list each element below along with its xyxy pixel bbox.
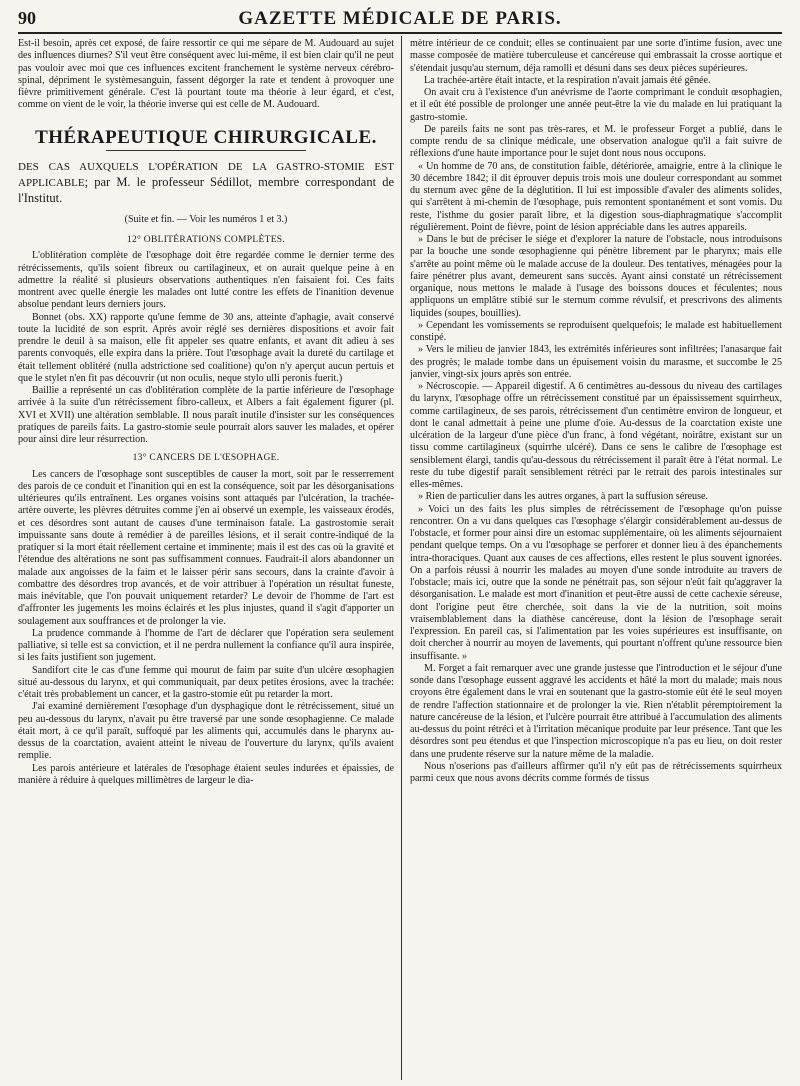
journal-title: GAZETTE MÉDICALE DE PARIS. [238, 8, 562, 29]
left-column [18, 38, 394, 1080]
paragraph: La trachée-artère était intacte, et la respiration n'avait jamais été gênée. [424, 74, 711, 86]
paragraph: Bonnet (obs. XX) rapporte qu'une femme de 30 ans, atteinte d'aphagie, avait conservé toute la lucidité de son esprit. Après avoir réglé ses dernières dispositions et avoir fait prendre le deuil à sa maison, elle fit appeler ses quatre enfants, et avant dit adieu à ses parents convoqués, elle expira dans la prière. Tout l'œsophage avait la dureté du cartilage et était tellement oblitéré (nulla adstrictione sed coalitione) qu'on n'y aperçut aucun pertuis et que le stylet n'en fit pas découvrir (ut non oculis, neque stylo ulli peronis fuerit.) [18, 311, 394, 384]
right-column [410, 38, 782, 1080]
paragraph: J'ai examiné dernièrement l'œsophage d'un dysphagique dont le rétrécissement, situé un peu au-dessous du larynx, n'avait pu être traversé par une sonde œsophagienne. Ce malade était mort, à ce qu'il paraît, suffoqué par les aliments qui, accumulés dans le pharynx au-dessus de la coarctation, avaient atteint le niveau de l'ouverture du larynx, qu'ils avaient remplie. [18, 701, 394, 762]
article-heading [18, 159, 394, 206]
paragraph: Les cancers de l'œsophage sont susceptibles de causer la mort, soit par le resserrement des parois de ce conduit et l'inanition qui en est la conséquence, soit par les désorganisations ultérieures qu'ils entraînent. Les organes voisins sont attaqués par l'ulcération, la trachée-artère ouverte, les plèvres détruites comme j'en ai observé un exemple, les vaisseaux érodés, et ces désordres sont autant de causes d'une terminaison fatale. La gastrostomie serait impuissante sans doute à remédier à de pareilles lésions, et il serait contre-indiqué de la pratiquer si la mort était réellement certaine et imminente; mais il est des cas où la gravité et l'étendue des altérations ne sont pas suffisamment connues. Faudrait-il alors abandonner un malade aux angoisses de la faim et le laisser périr sans secours, dans la crainte d'avoir à combattre des désordres trop avancés, et de voir attribuer à l'opération un résultat funeste, mais inévitable, que l'on pouvait uniquement retarder? Le devoir de l'homme de l'art est d'affronter les jugements les moins éclairés et les plus injustes, quand il s'agit d'apporter un soulagement aux souffrances et de prolonger la vie. [18, 468, 394, 627]
continuation-note: (Suite et fin. — Voir les numéros 1 et 3.) [124, 213, 288, 225]
paragraph: Les parois antérieure et latérales de l'œsophage étaient seules indurées et épaissies, de manière à réduire à quelques millimètres de largeur le dia- [18, 762, 394, 786]
article-heading-author: ; par M. le professeur Sédillot, membre correspondant de l'Institut. [18, 174, 394, 205]
subheading-cancers: 13° CANCERS DE L'ŒSOPHAGE. [132, 453, 280, 464]
page-header [18, 6, 782, 34]
subheading-obliterations: 12° OBLITÉRATIONS COMPLÈTES. [126, 235, 286, 245]
paragraph: On avait cru à l'existence d'un anévrisme de l'aorte comprimant le conduit œsophagien, et il eût été possible de prolonger une année peut-être la vie du malade en lui pratiquant la gastro-stomie. [410, 87, 782, 123]
quoted-paragraph: » Cependant les vomissements se reproduisent quelquefois; le malade est habituellement constipé. [410, 319, 782, 343]
page-number: 90 [18, 8, 36, 28]
quoted-paragraph: « Un homme de 70 ans, de constitution faible, détériorée, amaigrie, entre à la clinique le 30 décembre 1842; il dit éprouver depuis trois mois une douleur correspondant au sommet du sternum avec gêne de la déglutition. Il lui est impossible d'avaler des aliments solides, qui s'arrêtent à mi-chemin de l'œsophage, puis remontent spontanément et sont vomis. Du reste, l'isthme du gosier paraît libre, et la digestion sous-diaphragmatique s'accomplit régulièrement. Point de fièvre, point de lésion appréciable dans les autres appareils. [410, 160, 782, 233]
quoted-paragraph: » Rien de particulier dans les autres organes, à part la suffusion séreuse. [418, 491, 709, 503]
paragraph: Baillie a représenté un cas d'oblitération complète de la partie inférieure de l'œsophage arrivée à la suite d'un rétrécissement fibro-calleux, et Albers a fait également figurer (pl. XVI et XVII) une altération semblable. Il nous paraît inutile d'insister sur les conséquences pratiques de pareils faits. La gastro-stomie seule pourrait alors sauver les malades, et opérer pour ainsi dire leur résurrection. [18, 385, 394, 445]
section-rule [106, 150, 306, 151]
quoted-paragraph: » Vers le milieu de janvier 1843, les extrémités inférieures sont infiltrées; l'anasarque fait des progrès; le malade tombe dans un épuisement voisin du marasme, et succombe le 25 janvier, vingt-six jours après son entrée. [410, 344, 782, 380]
section-title: THÉRAPEUTIQUE CHIRURGICALE. [35, 126, 377, 148]
paragraph: L'oblitération complète de l'œsophage doit être regardée comme le dernier terme des rétrécissements, qu'ils soient fibreux ou cartilagineux, et on aurait quelque peine à en admettre la réalité si plusieurs observations authentiques n'en faisaient foi. Ces faits montrent avec quelle énergie les malades ont lutté contre les effets de l'inanition devenue absolue pendant leurs derniers jours. [18, 250, 394, 311]
paragraph: Sandifort cite le cas d'une femme qui mourut de faim par suite d'un ulcère œsophagien situé au-dessous du larynx, et qui communiquait, par deux petites érosions, avec la trachée: c'était très probablement un cancer, et la gastro-stomie eût pu retarder la mort. [18, 664, 394, 700]
paragraph: De pareils faits ne sont pas très-rares, et M. le professeur Forget a publié, dans le compte rendu de sa clinique médicale, une observation analogue qu'il a fait suivre de réflexions d'une haute importance pour le sujet dont nous nous occupons. [410, 123, 782, 160]
quoted-paragraph: » Dans le but de préciser le siége et d'explorer la nature de l'obstacle, nous introduisons par la bouche une sonde œsophagienne qui pénètre librement par le pharynx; mais elle s'arrête au point même où le malade accuse de la douleur. Des tentatives, ménagées pour la faire pénétrer plus avant, demeurent sans succès. Ayant ainsi constaté un rétrécissement organique, nous mettons le malade à l'usage des boissons douces et féculentes; nous appliquons un emplâtre stibié sur le sternum comme révulsif, et prescrivons des aliments liquides (soupes, bouillies). [410, 234, 782, 319]
quoted-paragraph: » Nécroscopie. — Appareil digestif. A 6 centimètres au-dessous du niveau des cartilages du larynx, l'œsophage offre un rétrécissement constitué par un épaississement squirrheux, comme cartilagineux, de ses parois, rétrécissement d'un centimètre environ de longueur, et dont le canal admettait à peine une plume d'oie. Au-dessus de la coarctation existe une ulcération de la largeur d'une pièce d'un franc, à fond végétant, noirâtre, existant sur un tissu comme cartilagineux (squirrhe ulcéré). Dans ce sens le calibre de l'œsophage est sensiblement élargi, tandis qu'au-dessous du rétrécissement il paraît être à l'état normal. Le reste du tube digestif paraît sensiblement rétréci par le retrait des parois intestinales sur elles-mêmes. [410, 381, 782, 490]
paragraph: M. Forget a fait remarquer avec une grande justesse que l'introduction et le séjour d'une sonde dans l'œsophage eussent aggravé les accidents et hâté la mort du malade; mais nous croyons être également dans le vrai en soutenant que la gastro-stomie eût été le seul moyen de rendre l'affection stationnaire et de prolonger la vie. Rien n'établit péremptoirement la nature cancéreuse de la lésion, et l'ulcère pourrait être attribué à l'accumulation des aliments au-dessus du point rétréci et à l'irritation mécanique produite par leur présence. Tant que les désordres sont peu étendus et que l'inspection microscopique n'a pas eu lieu, on doit rester dans une prudente réserve sur la nature même de la maladie. [410, 662, 782, 760]
intro-paragraph: Est-il besoin, après cet exposé, de faire ressortir ce qui me sépare de M. Audouard au sujet des influences diurnes? S'il veut être conséquent avec lui-même, il est bien clair qu'il ne peut pas vouloir avec moi que ces influences excitent franchement le système nerveux cérébro-spinal, dépriment le systèmesanguin, fassent dégorger la rate et tendent à provoquer une fièvre primitivement générale. C'est là pourtant toute ma théorie à leur égard, et c'est, comme on vient de le voir, la théorie inverse qui est celle de M. Audouard. [18, 38, 394, 111]
article-heading-caps: DES CAS AUXQUELS L'OPÉRATION DE LA GASTRO-STOMIE EST APPLICABLE [18, 160, 394, 189]
paragraph: mètre intérieur de ce conduit; elles se continuaient par une sorte d'intime fusion, avec une masse composée de matière tuberculeuse et cancéreuse qui embrassait la crosse aortique et s'étendait jusqu'au sternum, déja ramolli et désuni dans ses deux pièces supérieures. [410, 38, 782, 74]
quoted-paragraph: » Voici un des faits les plus simples de rétrécissement de l'œsophage qu'on puisse rencontrer. On a vu dans quelques cas l'œsophage s'élargir considérablement au-dessus de l'obstacle, et former pour ainsi dire un estomac supplémentaire, où les aliments séjournaient pendant quelque temps. On a vu l'œsophage se perforer et donner lieu à des épanchements intra-thoraciques. Quant aux causes de ces affections, elles restent le plus souvent ignorées. On a parfois réussi à nourrir les malades au moyen d'une sonde introduite au travers de l'obstacle; mais ici, outre que la sonde ne pénétrait pas, son séjour n'eût fait qu'aggraver la désorganisation. Le malade est mort d'inanition et peut-être aussi de cette cachexie séreuse, dont l'origine peut être cherchée, soit dans la vie de la nutrition, soit moins vraisemblablement dans la diathèse cancéreuse, dont la lésion de l'œsophage serait l'expression. En pareil cas, si l'alimentation par les voies supérieures est insuffisante, on doit chercher à nourrir au moyen de lavements, qui pourtant n'offrent qu'une ressource bien insuffisante. » [410, 503, 782, 662]
paragraph: Nous n'oserions pas d'ailleurs affirmer qu'il n'y eût pas de rétrécissements squirrheux parmi ceux que nous avons décrits comme formés de tissus [410, 760, 782, 784]
column-divider [401, 36, 402, 1080]
paragraph: La prudence commande à l'homme de l'art de déclarer que l'opération sera seulement palliative, si telle est sa conviction, et il ne perdra nullement la confiance qu'il aura inspirée, si les faits justifient son jugement. [18, 627, 394, 664]
